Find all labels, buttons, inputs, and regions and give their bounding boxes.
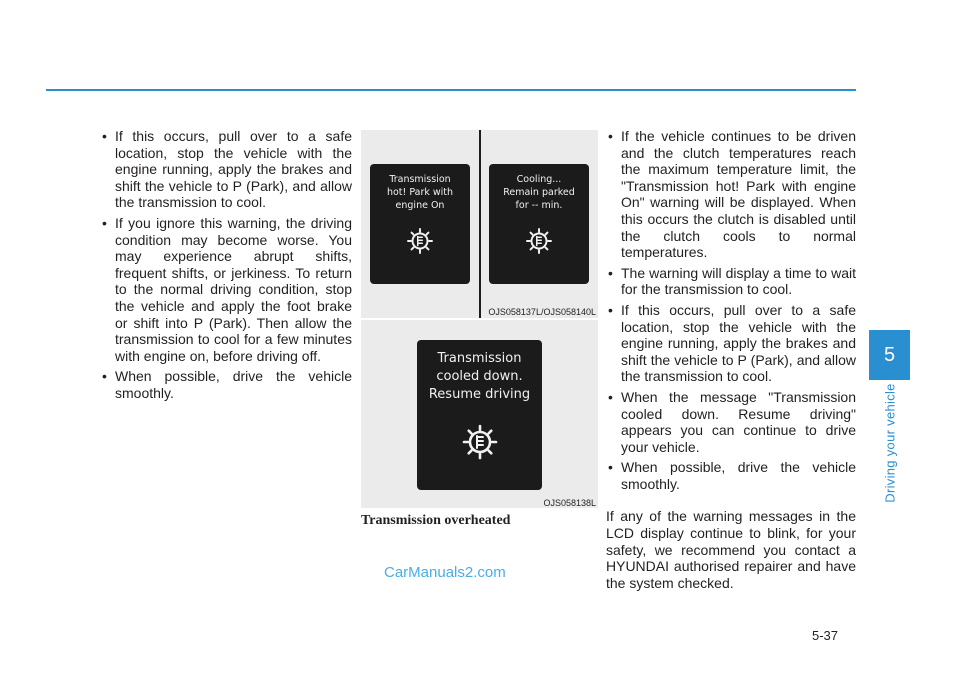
list-item: • When the message "Transmission cooled down. Resume driving" appears you can continue to drive your vehicle.: [606, 389, 856, 455]
list-item: • The warning will display a time to wait for the transmission to cool.: [606, 265, 856, 298]
header-rule: [46, 89, 856, 91]
page-number: 5-37: [812, 628, 839, 643]
transmission-gear-warning-icon: [405, 226, 435, 256]
list-item: • If this occurs, pull over to a safe location, stop the vehicle with the engine running, apply the brakes and shift the vehicle to P (Park), and allow the transmission to cool.: [606, 302, 856, 385]
lcd-screen-cooled: [417, 340, 542, 490]
lcd-message: Transmission cooled down. Resume driving: [428, 351, 531, 402]
chapter-number-tab: 5: [869, 330, 910, 380]
transmission-gear-warning-icon: [524, 226, 554, 256]
figure-transmission-cooled: [361, 320, 598, 508]
list-item: • If this occurs, pull over to a safe location, stop the vehicle with the engine running, apply the brakes and shift the vehicle to P (Park), and allow the transmission to cool.: [100, 128, 352, 211]
lcd-message: Cooling... Remain parked for -- min.: [503, 174, 575, 211]
list-item: • When possible, drive the vehicle smoothly.: [100, 368, 352, 401]
watermark-link[interactable]: CarManuals2.com: [384, 564, 506, 581]
right-column: [606, 128, 856, 591]
right-bullet-list: [606, 128, 856, 492]
chapter-title: [870, 382, 910, 503]
figure-transmission-hot: [361, 130, 598, 318]
figure-caption: Transmission overheated: [361, 513, 511, 528]
list-item: • If the vehicle continues to be driven and the clutch temperatures reach the maximum temperature limit, the "Transmission hot! Park with engine On" warning will be displayed. When this occurs the clutch is disabled until the clutch cools to normal temperatures.: [606, 128, 856, 261]
figure-code: OJS058137L/OJS058140L: [488, 307, 596, 317]
lcd-screen-hot: [370, 164, 470, 284]
left-bullet-list: [100, 128, 352, 402]
lcd-message: Transmission hot! Park with engine On: [386, 174, 454, 211]
transmission-gear-warning-icon: [460, 422, 500, 462]
figure-code: OJS058138L: [543, 498, 596, 508]
lcd-screen-cooling: [489, 164, 589, 284]
list-item: • When possible, drive the vehicle smoothly.: [606, 459, 856, 492]
body-paragraph: If any of the warning messages in the LCD display continue to blink, for your safety, we recommend you contact a HYUNDAI authorised repairer and have the system checked.: [606, 508, 856, 591]
left-column: [100, 128, 352, 406]
list-item: • If you ignore this warning, the driving condition may become worse. You may experience abrupt shifts, frequent shifts, or jerkiness. To return to the normal driving condition, stop the vehicle and apply the foot brake or shift into P (Park). Then allow the transmission to cool for a few minutes with engine on, before driving off.: [100, 215, 352, 364]
chapter-title-text: Driving your vehicle: [882, 382, 898, 503]
figure-divider: [479, 130, 481, 318]
